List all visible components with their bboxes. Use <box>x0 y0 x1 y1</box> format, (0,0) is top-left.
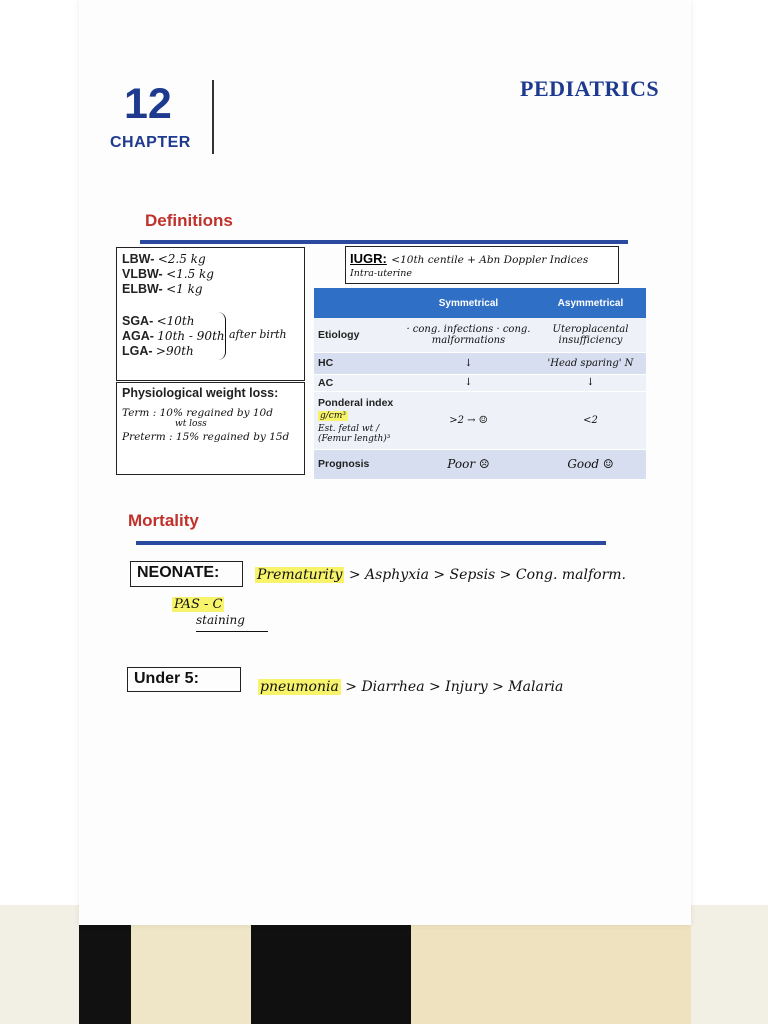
aga-note: 10th - 90th <box>157 329 225 343</box>
chapter-number: 12 <box>124 80 172 128</box>
under5-rest: > Diarrhea > Injury > Malaria <box>345 679 564 695</box>
hc-symmetrical: ↓ <box>402 352 535 374</box>
background-shadow <box>251 912 411 1024</box>
elbw-note: <1 kg <box>166 282 203 296</box>
table-header-cell <box>314 288 402 318</box>
table-row <box>314 352 646 374</box>
background-paper <box>131 908 251 1024</box>
iugr-label: IUGR: <box>350 251 387 266</box>
vlbw-label: VLBW- <box>122 267 163 281</box>
lga-row <box>122 344 194 358</box>
table-row <box>314 374 646 391</box>
iugr-subnote: Intra-uterine <box>350 268 412 279</box>
weight-loss-term: Term : 10% regained by 10d <box>122 407 273 419</box>
neonate-note: PAS - C <box>174 597 223 612</box>
iugr-comparison-table <box>314 288 646 480</box>
ponderal-formula: Est. fetal wt / (Femur length)³ <box>318 423 391 444</box>
elbw-label: ELBW- <box>122 282 163 296</box>
lbw-row <box>122 252 206 266</box>
table-header-asymmetrical: Asymmetrical <box>535 288 646 318</box>
iugr-note: <10th centile + Abn Doppler Indices <box>391 254 589 266</box>
sga-label: SGA- <box>122 314 154 328</box>
hc-asymmetrical: 'Head sparing' N <box>535 352 646 374</box>
under5-label: Under 5: <box>127 667 241 692</box>
elbw-row <box>122 282 203 296</box>
lbw-label: LBW- <box>122 252 155 266</box>
ac-symmetrical: ↓ <box>402 374 535 391</box>
mortality-rule <box>136 541 606 545</box>
chapter-label: CHAPTER <box>110 134 191 151</box>
lga-note: >90th <box>155 344 194 358</box>
row-label-prognosis: Prognosis <box>314 449 402 479</box>
aga-label: AGA- <box>122 329 154 343</box>
row-label-hc: HC <box>314 352 402 374</box>
under5-highlight: pneumonia <box>260 679 339 695</box>
prognosis-symmetrical: Poor ☹ <box>402 449 535 479</box>
weight-loss-title: Physiological weight loss: <box>122 386 279 400</box>
aga-row <box>122 329 225 343</box>
vlbw-note: <1.5 kg <box>166 267 214 281</box>
neonate-highlight: Prematurity <box>257 567 343 583</box>
sga-note: <10th <box>156 314 195 328</box>
mortality-heading: Mortality <box>128 511 199 530</box>
prognosis-asymmetrical: Good ☺ <box>535 449 646 479</box>
table-row <box>314 449 646 479</box>
row-label-ac: AC <box>314 374 402 391</box>
iugr-row <box>350 250 588 268</box>
vlbw-row <box>122 267 214 281</box>
sga-row <box>122 314 194 328</box>
table-header-symmetrical: Symmetrical <box>402 288 535 318</box>
neonate-note-sub: staining <box>196 613 245 627</box>
background-paper <box>411 912 691 1024</box>
lga-label: LGA- <box>122 344 153 358</box>
row-label-etiology: Etiology <box>314 318 402 352</box>
definitions-heading: Definitions <box>145 211 233 230</box>
gestational-bracket <box>217 312 226 360</box>
row-label-ponderal <box>314 391 402 449</box>
iugr-box <box>345 246 619 284</box>
etiology-asymmetrical: Uteroplacental insufficiency <box>535 318 646 352</box>
subject-title: PEDIATRICS <box>520 76 660 101</box>
weight-loss-preterm: Preterm : 15% regained by 15d <box>122 431 290 443</box>
table-header-row <box>314 288 646 318</box>
neonate-rest: > Asphyxia > Sepsis > Cong. malform. <box>348 567 627 583</box>
birth-weight-box <box>116 247 305 381</box>
neonate-label: NEONATE: <box>130 561 243 587</box>
header-divider <box>212 80 214 154</box>
ponderal-symmetrical: >2 → ☺ <box>402 391 535 449</box>
etiology-symmetrical: · cong. infections · cong. malformations <box>402 318 535 352</box>
table-row <box>314 391 646 449</box>
ponderal-asymmetrical: <2 <box>535 391 646 449</box>
definitions-rule <box>140 240 628 244</box>
under5-causes <box>258 678 563 696</box>
neonate-note-underline <box>196 631 268 632</box>
weight-loss-term-sub: wt loss <box>175 419 207 429</box>
lbw-note: <2.5 kg <box>157 252 206 266</box>
ac-asymmetrical: ↓ <box>535 374 646 391</box>
weight-loss-box <box>116 382 305 475</box>
ponderal-label: Ponderal index <box>318 396 394 409</box>
gestational-bracket-note: after birth <box>229 328 287 341</box>
table-row <box>314 318 646 352</box>
neonate-causes <box>255 566 626 584</box>
ponderal-unit: g/cm³ <box>320 410 346 421</box>
